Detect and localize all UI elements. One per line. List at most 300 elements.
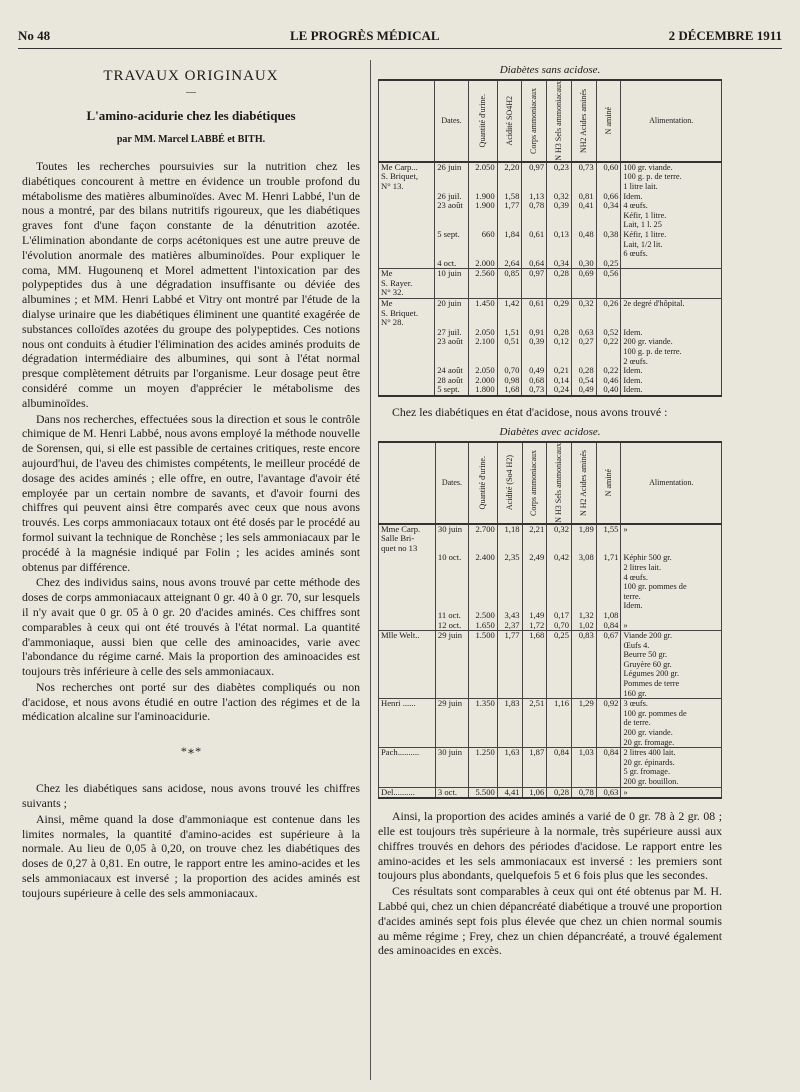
column-header	[435, 80, 469, 162]
diet-line: 2 litres lait.	[623, 562, 662, 572]
diet-line: 3 œufs.	[623, 699, 648, 709]
value-cell: 4,41	[497, 787, 522, 798]
diet-line: Idem.	[623, 366, 643, 376]
value-cell: 0,70	[547, 621, 572, 631]
table-row	[379, 385, 722, 396]
value-cell: 1,71	[596, 553, 621, 611]
value-cell: 1.250	[468, 748, 497, 787]
patient-name	[379, 699, 436, 748]
value-cell: 1.800	[468, 385, 497, 396]
value-cell: 0,14	[547, 376, 572, 386]
value-cell: 1,77	[497, 631, 522, 699]
diet-line: 2e degré d'hôpital.	[623, 299, 685, 309]
value-cell: 2.050	[468, 366, 497, 376]
value-cell: 0,41	[571, 201, 596, 230]
value-cell: 0,32	[547, 192, 572, 202]
value-cell: 0,39	[547, 201, 572, 230]
column-header-label: Alimentation.	[649, 116, 694, 126]
value-cell: 1,32	[572, 611, 597, 621]
value-cell: 1,06	[522, 787, 547, 798]
value-cell: 2.400	[468, 553, 497, 611]
patient-name-line: S. Briquet.	[381, 307, 419, 318]
section-break-stars: *∗*	[180, 744, 202, 759]
value-cell: 0,25	[547, 631, 572, 699]
diet-line: Viande 200 gr.	[623, 631, 673, 641]
table-row	[379, 524, 722, 554]
patient-name	[379, 621, 436, 631]
value-cell: 0,61	[522, 230, 547, 259]
column-header-label: Quantité d'urine.	[477, 94, 487, 148]
date-cell: 3 oct.	[435, 787, 468, 798]
diet-cell	[621, 748, 722, 787]
table-row	[379, 787, 722, 798]
value-cell: 3,08	[572, 553, 597, 611]
value-cell: 0,91	[522, 328, 547, 338]
diet-line: 20 gr. fromage.	[623, 737, 675, 747]
value-cell: 0,81	[571, 192, 596, 202]
value-cell: 660	[468, 230, 497, 259]
date-cell: 29 juin	[435, 699, 468, 748]
patient-name	[379, 366, 435, 376]
value-cell: 0,54	[571, 376, 596, 386]
value-cell: 2.700	[468, 524, 497, 554]
table-row	[379, 299, 722, 328]
issue-number: No 48	[18, 28, 51, 43]
paragraph: Ainsi, la proportion des acides aminés a varié de 0 gr. 78 à 2 gr. 08 ; elle est toujours très supérieure à la normale, très supérieure aussi aux chiffres trouvés en dehors des périodes d'acidose. Le rapport entre les amino-acides et les sels ammoniacaux est inversé : les premiers sont toujours plus abondants, quelquefois 5 et 6 fois plus que les secondes.	[378, 809, 722, 883]
diet-line: 4 œufs.	[623, 572, 648, 582]
patient-name-line: N° 13.	[381, 180, 404, 191]
value-cell: 1.650	[468, 621, 497, 631]
issue-date: 2 DÉCEMBRE 1911	[668, 28, 782, 43]
value-cell: 0,28	[547, 269, 572, 299]
value-cell: 0,92	[596, 699, 621, 748]
date-cell: 28 août	[435, 376, 469, 386]
table-row	[379, 269, 722, 299]
diet-cell	[621, 787, 722, 798]
diet-line: 2 œufs.	[623, 356, 648, 366]
patient-name-line: quet no 13	[381, 542, 418, 553]
value-cell: 0,66	[596, 192, 621, 202]
table-row	[379, 376, 722, 386]
value-cell: 0,63	[571, 328, 596, 338]
value-cell: 0,97	[522, 162, 547, 192]
patient-name	[379, 553, 436, 611]
diet-cell	[621, 269, 722, 299]
diet-cell	[621, 162, 722, 192]
patient-name-line: Pach..........	[381, 747, 420, 758]
diet-line: Idem.	[623, 375, 643, 385]
date-cell: 26 juin	[435, 162, 469, 192]
diet-line: 200 gr. viande.	[623, 337, 673, 347]
diet-line: Idem.	[623, 601, 643, 611]
column-header	[468, 442, 497, 524]
diet-line: »	[623, 787, 628, 797]
value-cell: 1,29	[572, 699, 597, 748]
diet-line: Idem.	[623, 327, 643, 337]
patient-name	[379, 269, 435, 299]
diet-cell	[621, 524, 722, 554]
value-cell: 0,46	[596, 376, 621, 386]
value-cell: 0,64	[522, 259, 547, 269]
diet-cell	[621, 621, 722, 631]
date-cell: 10 oct.	[435, 553, 468, 611]
value-cell: 1,58	[497, 192, 522, 202]
column-header	[621, 80, 722, 162]
column-header	[435, 442, 468, 524]
column-header-label: Corps ammoniacaux	[529, 449, 539, 516]
date-cell: 27 juil.	[435, 328, 469, 338]
patient-name	[379, 787, 436, 798]
value-cell: 0,84	[596, 621, 621, 631]
value-cell: 1,87	[522, 748, 547, 787]
value-cell: 0,29	[547, 299, 572, 328]
paragraph: Chez les diabétiques sans acidose, nous avons trouvé les chiffres suivants ;	[22, 781, 360, 811]
value-cell: 2,64	[497, 259, 522, 269]
value-cell: 1,08	[596, 611, 621, 621]
diet-line: 100 g. p. de terre.	[623, 347, 682, 357]
value-cell: 0,32	[547, 524, 572, 554]
table-row	[379, 230, 722, 259]
date-cell: 5 sept.	[435, 230, 469, 259]
table-row	[379, 631, 722, 699]
article-title: L'amino-acidurie chez les diabétiques	[86, 108, 296, 123]
value-cell: 1,51	[497, 328, 522, 338]
left-column	[22, 60, 360, 902]
column-header-label: Quantité d'urine.	[477, 455, 487, 510]
patient-name-line: Del..........	[381, 786, 415, 797]
diet-cell	[621, 259, 722, 269]
diet-cell	[621, 385, 722, 396]
diet-cell	[621, 201, 722, 230]
diet-line: »	[623, 620, 628, 630]
diet-line: 4 œufs.	[623, 201, 648, 211]
date-cell: 4 oct.	[435, 259, 469, 269]
value-cell: 0,22	[596, 366, 621, 376]
date-cell: 10 juin	[435, 269, 469, 299]
value-cell: 0,24	[547, 385, 572, 396]
value-cell: 0,39	[522, 337, 547, 366]
table1-caption: Diabètes sans acidose.	[499, 64, 601, 76]
paragraph: Toutes les recherches poursuivies sur la nutrition chez les diabétiques concourent à mettre en évidence un trouble profond du métabolisme des matières albuminoïdes. Avec M. Henri Labbé, l'un de nous a montré, par des bilans nutritifs rigoureux, que les diabétiques graves font d'une façon constante de la dénutrition azotée. L'élimination abondante de corps acétoniques est une autre preuve de l'évolution anormale des matières albuminoïdes. Pour expliquer le coma, MM. Hugounenq et Morel admettent l'intoxication par des polypeptides dus à une dégradation insuffisante ou déviée des albumines ; et MM. Henri Labbé et Vitry ont montré par l'étude de la dialyse urinaire que les diabétiques éliminent une quantité exagérée de substances colloïdes azotées du groupe des polypeptides. Ces notions nous ont conduits à étudier l'élimination des acides aminés produits de dégradation intermédiaire des albumines, qui sont à l'état normal presque complètement détruits par l'organisme. Leur dosage peut être considéré comme un moyen d'apprécier le métabolisme des albuminoïdes.	[22, 159, 360, 410]
value-cell: 2.500	[468, 611, 497, 621]
value-cell: 2.560	[468, 269, 497, 299]
value-cell: 0,78	[522, 201, 547, 230]
value-cell: 1,42	[497, 299, 522, 328]
value-cell: 1,55	[596, 524, 621, 554]
value-cell: 0,27	[571, 337, 596, 366]
value-cell: 1,84	[497, 230, 522, 259]
value-cell: 0,84	[547, 748, 572, 787]
column-header	[572, 442, 597, 524]
value-cell: 0,73	[571, 162, 596, 192]
diet-line: Beurre 50 gr.	[623, 650, 668, 660]
table-row	[379, 192, 722, 202]
patient-name-line: N° 32.	[381, 287, 404, 298]
table-row	[379, 611, 722, 621]
value-cell: 1,77	[497, 201, 522, 230]
value-cell: 0,42	[547, 553, 572, 611]
value-cell: 1,72	[522, 621, 547, 631]
date-cell: 11 oct.	[435, 611, 468, 621]
value-cell: 1,16	[547, 699, 572, 748]
value-cell: 1.900	[468, 192, 497, 202]
value-cell: 0,63	[596, 787, 621, 798]
patient-name	[379, 385, 435, 396]
value-cell: 1,68	[522, 631, 547, 699]
patient-name-line: Me Carp...	[381, 161, 418, 172]
value-cell: 0,98	[497, 376, 522, 386]
right-column	[378, 60, 722, 959]
value-cell: 1,13	[522, 192, 547, 202]
column-header	[621, 442, 722, 524]
date-cell: 12 oct.	[435, 621, 468, 631]
diet-line: 100 gr. viande.	[623, 162, 673, 172]
diet-line: Lait, 1/2 lit.	[623, 239, 663, 249]
value-cell: 0,68	[522, 376, 547, 386]
column-header-label: NH2 Acides aminés	[578, 88, 588, 153]
date-cell: 5 sept.	[435, 385, 469, 396]
value-cell: 1.350	[468, 699, 497, 748]
header-patient	[379, 442, 436, 524]
diet-line: Lait, 1 l. 25	[623, 220, 662, 230]
column-header	[596, 80, 621, 162]
date-cell: 29 juin	[435, 631, 468, 699]
value-cell: 0,49	[522, 366, 547, 376]
diet-cell	[621, 631, 722, 699]
value-cell: 0,48	[571, 230, 596, 259]
date-cell: 20 juin	[435, 299, 469, 328]
column-header-label: N aminé	[603, 469, 613, 497]
column-header-label: Corps ammoniacaux	[529, 87, 539, 154]
table-row	[379, 162, 722, 192]
value-cell: 0,85	[497, 269, 522, 299]
date-cell: 30 juin	[435, 748, 468, 787]
value-cell: 0,34	[596, 201, 621, 230]
value-cell: 0,61	[522, 299, 547, 328]
section-title: TRAVAUX ORIGINAUX	[103, 68, 279, 84]
date-cell: 30 juin	[435, 524, 468, 554]
value-cell: 0,67	[596, 631, 621, 699]
column-header	[522, 80, 547, 162]
value-cell: 0,12	[547, 337, 572, 366]
patient-name	[379, 162, 435, 192]
value-cell: 2,35	[497, 553, 522, 611]
value-cell: 1.900	[468, 201, 497, 230]
diet-line: 100 gr. pommes de	[623, 582, 687, 592]
column-header-label: N H3 Sels ammoniacaux	[554, 442, 564, 523]
diet-cell	[621, 299, 722, 328]
patient-name	[379, 328, 435, 338]
value-cell: 0,73	[522, 385, 547, 396]
diet-cell	[621, 699, 722, 748]
value-cell: 0,69	[571, 269, 596, 299]
value-cell: 0,51	[497, 337, 522, 366]
section-dash: —	[186, 87, 196, 98]
value-cell: 2,49	[522, 553, 547, 611]
column-header-label: Acidité (So4 H2)	[504, 455, 514, 511]
diet-line: Idem.	[623, 191, 643, 201]
patient-name-line: S. Briquet,	[381, 171, 419, 182]
table-row	[379, 201, 722, 230]
column-header-label: Dates.	[441, 116, 462, 126]
diet-line: 160 gr.	[623, 688, 647, 698]
column-header	[547, 442, 572, 524]
value-cell: 1,03	[572, 748, 597, 787]
value-cell: 0,38	[596, 230, 621, 259]
diet-line: 6 œufs.	[623, 249, 648, 259]
column-header-label: N H2 Acides aminés	[578, 449, 588, 516]
value-cell: 0,40	[596, 385, 621, 396]
diet-line: de terre.	[623, 718, 651, 728]
value-cell: 1,49	[522, 611, 547, 621]
diet-line: 20 gr. épinards.	[623, 757, 675, 767]
diet-cell	[621, 328, 722, 338]
table-row	[379, 553, 722, 611]
table-row	[379, 337, 722, 366]
column-header	[522, 442, 547, 524]
value-cell: 0,70	[497, 366, 522, 376]
diet-line: terre.	[623, 591, 641, 601]
column-header-label: Alimentation.	[649, 477, 694, 487]
patient-name-line: S. Rayer.	[381, 277, 413, 288]
date-cell: 23 août	[435, 201, 469, 230]
value-cell: 2.100	[468, 337, 497, 366]
diet-line: Gruyère 60 gr.	[623, 659, 672, 669]
value-cell: 0,49	[571, 385, 596, 396]
patient-name	[379, 192, 435, 202]
column-header-label: Acidité SO4H2	[504, 96, 514, 146]
value-cell: 2.050	[468, 328, 497, 338]
column-header-label: N H3 Sels ammoniacaux	[554, 81, 563, 161]
patient-name-line: Mme Carp.	[381, 523, 421, 534]
column-divider	[370, 60, 371, 1080]
patient-name	[379, 299, 435, 328]
value-cell: 1.500	[468, 631, 497, 699]
value-cell: 0,26	[596, 299, 621, 328]
patient-name	[379, 201, 435, 230]
value-cell: 0,56	[596, 269, 621, 299]
value-cell: 0,22	[596, 337, 621, 366]
date-cell: 24 août	[435, 366, 469, 376]
table2-caption: Diabètes avec acidose.	[499, 425, 601, 438]
table-diabetes-with-acidosis	[378, 441, 722, 799]
value-cell: 5.500	[468, 787, 497, 798]
diet-line: 200 gr. viande.	[623, 728, 673, 738]
column-header	[497, 80, 522, 162]
value-cell: 0,25	[596, 259, 621, 269]
value-cell: 2,20	[497, 162, 522, 192]
value-cell: 0,28	[571, 366, 596, 376]
column-header	[468, 80, 497, 162]
header-patient	[379, 80, 435, 162]
paragraph: Nos recherches ont porté sur des diabètes compliqués ou non d'acidose, et nous avons étudié en outre l'action des régimes et de la médication alcaline sur l'aminoacidurie.	[22, 679, 360, 724]
paragraph: Ainsi, même quand la dose d'ammoniaque est contenue dans les limites normales, la quantité d'amino-acides est supérieure à la normale. Au lieu de 0,05 à 0,20, on trouve chez les diabétiques des doses de 0,27 à 0,81. En outre, le rapport entre les amino-acides et les sels ammoniacaux est inversé ; la proportion des acides aminés est toujours supérieure à celle des sels ammoniacaux.	[22, 811, 360, 900]
value-cell: 0,28	[547, 328, 572, 338]
value-cell: 1,83	[497, 699, 522, 748]
table-row	[379, 748, 722, 787]
value-cell: 0,32	[571, 299, 596, 328]
patient-name	[379, 337, 435, 366]
table-row	[379, 366, 722, 376]
patient-name	[379, 230, 435, 259]
value-cell: 0,23	[547, 162, 572, 192]
patient-name	[379, 631, 436, 699]
value-cell: 0,34	[547, 259, 572, 269]
diet-cell	[621, 376, 722, 386]
diet-line: 2 litres 400 lait.	[623, 748, 676, 758]
value-cell: 0,60	[596, 162, 621, 192]
value-cell: 1,18	[497, 524, 522, 554]
value-cell: 0,30	[571, 259, 596, 269]
value-cell: 0,17	[547, 611, 572, 621]
patient-name	[379, 524, 436, 554]
value-cell: 0,21	[547, 366, 572, 376]
value-cell: 1,68	[497, 385, 522, 396]
date-cell: 23 août	[435, 337, 469, 366]
column-header	[571, 80, 596, 162]
value-cell: 3,43	[497, 611, 522, 621]
patient-name-line: Salle Bri-	[381, 533, 415, 544]
article-byline: par MM. Marcel LABBÉ et BITH.	[116, 134, 266, 145]
diet-line: 200 gr. bouillon.	[623, 777, 679, 787]
diet-cell	[621, 192, 722, 202]
patient-name	[379, 748, 436, 787]
table-row	[379, 328, 722, 338]
value-cell: 1,02	[572, 621, 597, 631]
patient-name-line: Me	[381, 298, 393, 309]
header-rule	[18, 48, 782, 49]
table-row	[379, 699, 722, 748]
value-cell: 0,52	[596, 328, 621, 338]
patient-name	[379, 376, 435, 386]
diet-line: Œufs 4.	[623, 640, 650, 650]
value-cell: 2.000	[468, 259, 497, 269]
diet-line: Képhir 500 gr.	[623, 553, 672, 563]
value-cell: 0,78	[572, 787, 597, 798]
diet-line: Pommes de terre	[623, 679, 680, 689]
patient-name-line: Mlle Welt..	[381, 630, 420, 641]
value-cell: 0,84	[596, 748, 621, 787]
value-cell: 0,28	[547, 787, 572, 798]
paragraph: Chez des individus sains, nous avons trouvé par cette méthode des doses de corps ammoniacaux atteignant 0 gr. 40 à 0 gr. 70, sur lesquels il n'y avait que 0 gr. 05 à 0 gr. 20 d'acides aminés. Ces chiffres sont comparables à ceux qui ont été trouvés à l'état normal. La quantité d'ammoniaque, aussi bien que celle des aminoacides, varie avec l'abondance du régime carné. Mais la proportion des aminoacides est toujours très inférieure à celle des sels ammoniacaux.	[22, 575, 360, 679]
diet-line: Kéfir, 1 litre.	[623, 229, 667, 239]
value-cell: 2,37	[497, 621, 522, 631]
value-cell: 2,21	[522, 524, 547, 554]
journal-title: LE PROGRÈS MÉDICAL	[290, 28, 440, 43]
date-cell: 26 juil.	[435, 192, 469, 202]
paragraph: Dans nos recherches, effectuées sous la direction et sous le contrôle chimique de M. Henri Labbé, nous avons employé la méthode nouvelle de Sorensen, qui, si elle est passible de certaines critiques, reste encore aujourd'hui, de l'aveu des chimistes compétents, le meilleur procédé de dosage des acides aminés ; elle offre, en outre, l'avantage d'avoir été employée par un certain nombre de savants, et d'avoir fourni des chiffres qui peuvent ainsi être comparés avec ceux que nous avons trouvés. Les corps ammoniacaux totaux ont été dosés par le procédé au formol suivant la technique de Ronchèse ; les sels ammoniacaux par le procédé à la magnésie indiqué par Folin ; les acides aminés sont obtenus par différence.	[22, 411, 360, 574]
table-row	[379, 259, 722, 269]
diet-cell	[621, 611, 722, 621]
diet-line: 1 litre lait.	[623, 181, 658, 191]
value-cell: 0,83	[572, 631, 597, 699]
column-header	[596, 442, 621, 524]
patient-name-line: Me	[381, 268, 393, 279]
diet-cell	[621, 553, 722, 611]
diet-line: Kéfir, 1 litre.	[623, 210, 667, 220]
page-header	[18, 26, 782, 46]
column-header-label: Dates.	[441, 477, 463, 487]
diet-cell	[621, 230, 722, 259]
value-cell: 2.050	[468, 162, 497, 192]
table-diabetes-without-acidosis	[378, 79, 722, 397]
patient-name	[379, 611, 436, 621]
value-cell: 1,63	[497, 748, 522, 787]
value-cell: 2,51	[522, 699, 547, 748]
value-cell: 1,89	[572, 524, 597, 554]
diet-line: 100 gr. pommes de	[623, 708, 687, 718]
paragraph: Chez les diabétiques en état d'acidose, nous avons trouvé :	[392, 405, 668, 420]
